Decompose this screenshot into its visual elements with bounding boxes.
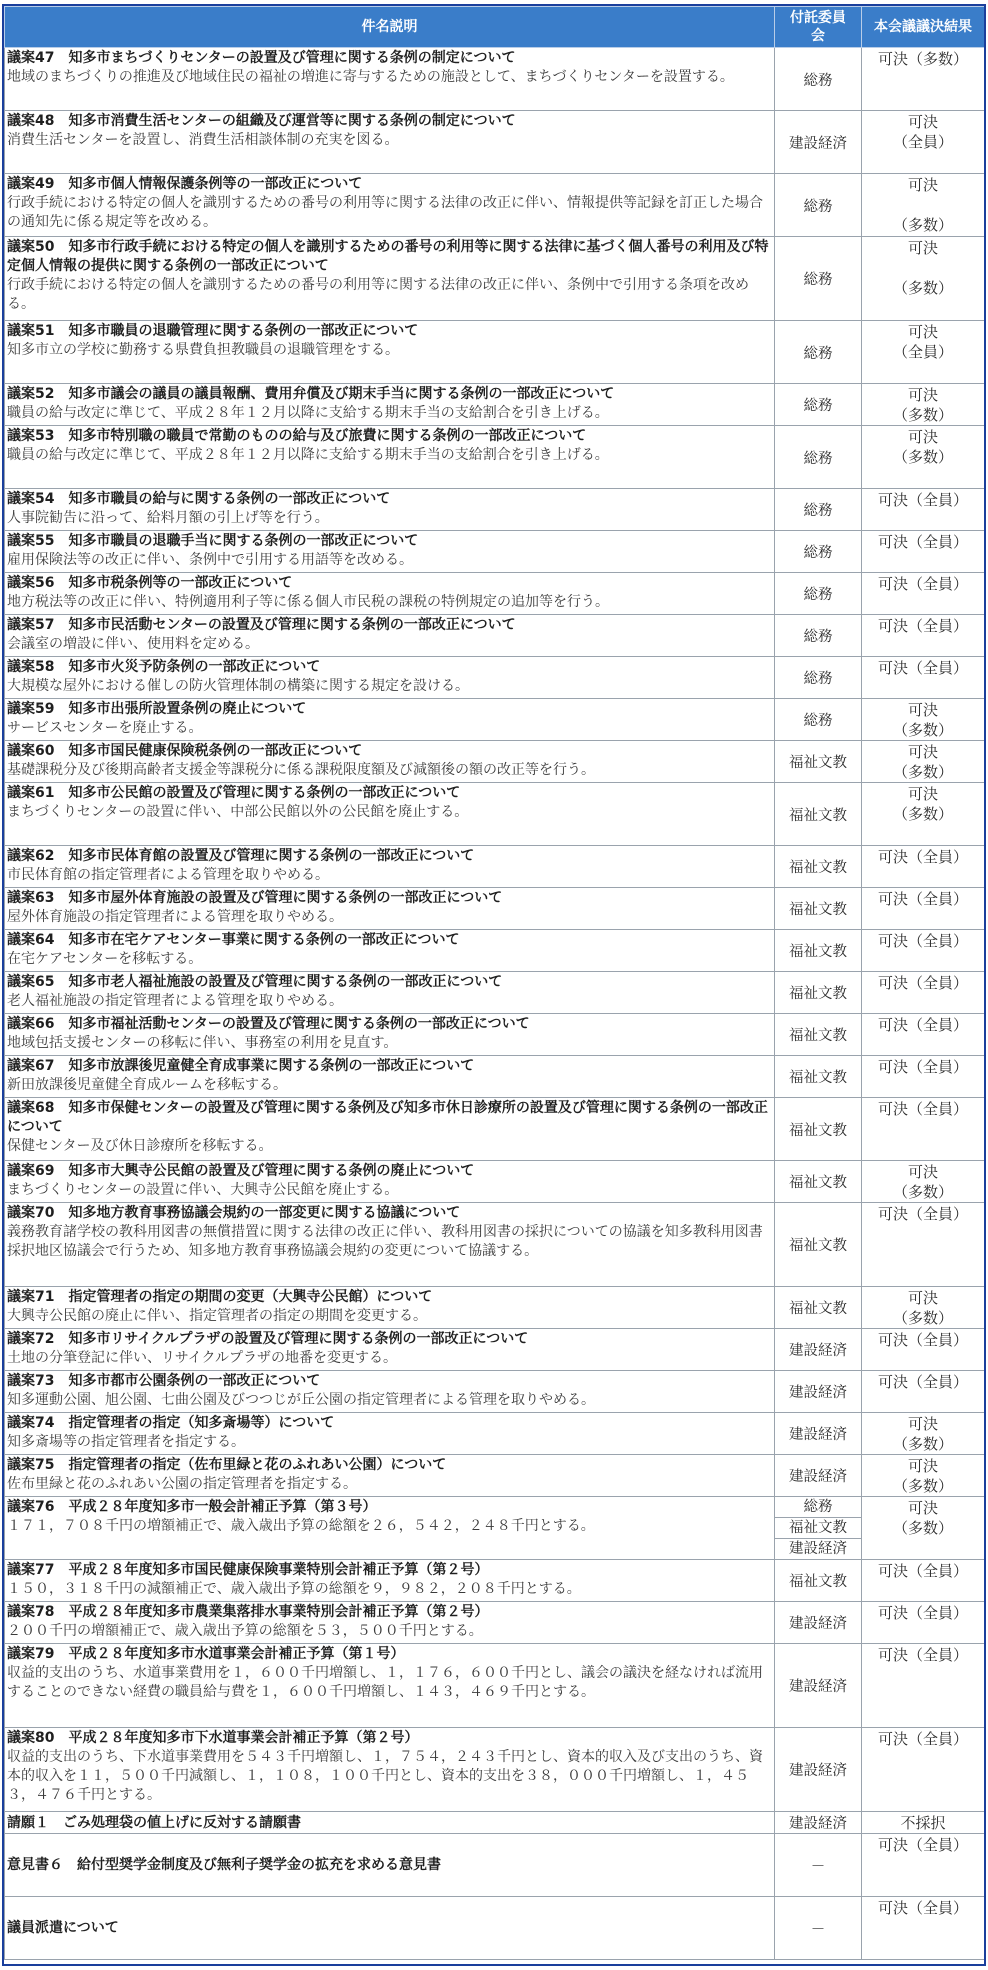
result-cell: 可決（全員） xyxy=(862,888,985,930)
committee-cell: 総務 xyxy=(775,237,862,321)
result-cell: 可決 （多数） xyxy=(862,237,985,321)
result-cell: 可決（全員） xyxy=(862,531,985,573)
table-header-row xyxy=(5,7,985,48)
result-cell: 可決（多数） xyxy=(862,48,985,111)
table-row xyxy=(5,1497,985,1560)
committee-cell: 総務 xyxy=(775,174,862,237)
result-cell: 可決 （多数） xyxy=(862,1455,985,1497)
committee-cell: － xyxy=(775,1897,862,1960)
table-row xyxy=(5,489,985,531)
committee-cell: 総務 xyxy=(775,699,862,741)
item-cell xyxy=(5,972,775,1014)
committee-name: 総務 xyxy=(775,1497,861,1518)
result-cell: 可決（全員） xyxy=(862,1897,985,1960)
item-cell xyxy=(5,741,775,783)
item-title: 議案57 知多市民活動センターの設置及び管理に関する条例の一部改正について xyxy=(7,617,516,633)
table-row xyxy=(5,783,985,846)
item-description: 人事院勧告に沿って、給料月額の引上げ等を行う。 xyxy=(7,510,329,526)
item-title: 議案73 知多市都市公園条例の一部改正について xyxy=(7,1373,321,1389)
result-cell: 可決（全員） xyxy=(862,1203,985,1287)
table-row xyxy=(5,321,985,384)
item-cell xyxy=(5,384,775,426)
item-cell xyxy=(5,1287,775,1329)
item-title: 議案74 指定管理者の指定（知多斎場等）について xyxy=(7,1415,335,1431)
item-cell xyxy=(5,1371,775,1413)
table-row xyxy=(5,930,985,972)
item-title: 議案64 知多市在宅ケアセンター事業に関する条例の一部改正について xyxy=(7,932,460,948)
table-row xyxy=(5,972,985,1014)
result-cell: 可決 （多数） xyxy=(862,699,985,741)
item-description: 職員の給与改定に準じて、平成２８年１２月以降に支給する期末手当の支給割合を引き上げる。 xyxy=(7,447,609,463)
table-row xyxy=(5,1161,985,1203)
committee-cell: 建設経済 xyxy=(775,1371,862,1413)
table-row xyxy=(5,1098,985,1161)
item-cell xyxy=(5,1014,775,1056)
item-cell xyxy=(5,1834,775,1897)
item-cell xyxy=(5,1203,775,1287)
item-title: 議案52 知多市議会の議員の議員報酬、費用弁償及び期末手当に関する条例の一部改正について xyxy=(7,386,615,402)
item-description: 土地の分筆登記に伴い、リサイクルプラザの地番を変更する。 xyxy=(7,1350,398,1366)
item-title: 議案68 知多市保健センターの設置及び管理に関する条例及び知多市休日診療所の設置及び管理に関する条例の一部改正について xyxy=(7,1100,768,1135)
item-cell xyxy=(5,783,775,846)
table-row xyxy=(5,741,985,783)
item-title: 議案56 知多市税条例等の一部改正について xyxy=(7,575,293,591)
item-cell xyxy=(5,1329,775,1371)
item-description: 会議室の増設に伴い、使用料を定める。 xyxy=(7,636,259,652)
result-cell: 可決（全員） xyxy=(862,1644,985,1728)
result-cell: 可決 （多数） xyxy=(862,741,985,783)
committee-cell: 総務 xyxy=(775,489,862,531)
item-title: 議案66 知多市福祉活動センターの設置及び管理に関する条例の一部改正について xyxy=(7,1016,530,1032)
result-cell: 可決（全員） xyxy=(862,1560,985,1602)
item-description: １７１，７０８千円の増額補正で、歳入歳出予算の総額を２６，５４２，２４８千円とする。 xyxy=(7,1518,595,1534)
result-cell: 可決 （多数） xyxy=(862,426,985,489)
result-cell: 可決（全員） xyxy=(862,1834,985,1897)
item-cell xyxy=(5,888,775,930)
item-title: 議案62 知多市民体育館の設置及び管理に関する条例の一部改正について xyxy=(7,848,475,864)
item-cell xyxy=(5,111,775,174)
item-description: 市民体育館の指定管理者による管理を取りやめる。 xyxy=(7,867,329,883)
committee-cell: 福祉文教 xyxy=(775,783,862,846)
committee-cell: 総務 xyxy=(775,657,862,699)
table-row xyxy=(5,237,985,321)
item-cell xyxy=(5,426,775,489)
item-title: 議案54 知多市職員の給与に関する条例の一部改正について xyxy=(7,491,391,507)
item-description: 新田放課後児童健全育成ルームを移転する。 xyxy=(7,1077,287,1093)
item-description: 義務教育諸学校の教科用図書の無償措置に関する法律の改正に伴い、教科用図書の採択についての協議を知多教科用図書採択地区協議会で行うため、知多地方教育事務協議会規約の変更について協議する。 xyxy=(7,1224,763,1259)
committee-cell: 建設経済 xyxy=(775,1329,862,1371)
item-title: 議案77 平成２８年度知多市国民健康保険事業特別会計補正予算（第２号） xyxy=(7,1562,489,1578)
result-cell: 可決（全員） xyxy=(862,1371,985,1413)
committee-cell: 総務 xyxy=(775,615,862,657)
item-description: 地域包括支援センターの移転に伴い、事務室の利用を見直す。 xyxy=(7,1035,398,1051)
committee-cell: 建設経済 xyxy=(775,111,862,174)
item-title: 議案67 知多市放課後児童健全育成事業に関する条例の一部改正について xyxy=(7,1058,475,1074)
table-row xyxy=(5,1728,985,1812)
result-cell: 可決 （多数） xyxy=(862,1161,985,1203)
committee-cell: 総務 xyxy=(775,321,862,384)
table-row xyxy=(5,1203,985,1287)
committee-cell: 福祉文教 xyxy=(775,846,862,888)
item-description: 屋外体育施設の指定管理者による管理を取りやめる。 xyxy=(7,909,343,925)
committee-cell: 福祉文教 xyxy=(775,741,862,783)
item-cell xyxy=(5,489,775,531)
result-cell: 可決（全員） xyxy=(862,1056,985,1098)
item-title: 議案53 知多市特別職の職員で常勤のものの給与及び旅費に関する条例の一部改正について xyxy=(7,428,587,444)
item-title: 議案80 平成２８年度知多市下水道事業会計補正予算（第２号） xyxy=(7,1730,419,1746)
committee-cell: 福祉文教 xyxy=(775,1161,862,1203)
item-description: 知多斎場等の指定管理者を指定する。 xyxy=(7,1434,245,1450)
table-row xyxy=(5,384,985,426)
committee-cell: 福祉文教 xyxy=(775,930,862,972)
result-cell: 可決（全員） xyxy=(862,972,985,1014)
item-cell xyxy=(5,657,775,699)
result-cell: 可決（全員） xyxy=(862,573,985,615)
item-title: 議案58 知多市火災予防条例の一部改正について xyxy=(7,659,321,675)
table-row xyxy=(5,573,985,615)
table-row xyxy=(5,1455,985,1497)
result-cell: 可決（全員） xyxy=(862,1329,985,1371)
result-cell: 可決 （全員） xyxy=(862,321,985,384)
table-row xyxy=(5,1014,985,1056)
table-row xyxy=(5,111,985,174)
table-row xyxy=(5,888,985,930)
item-description: 大規模な屋外における催しの防火管理体制の構築に関する規定を設ける。 xyxy=(7,678,469,694)
committee-name: 福祉文教 xyxy=(775,1518,861,1539)
item-description: まちづくりセンターの設置に伴い、大興寺公民館を廃止する。 xyxy=(7,1182,399,1198)
result-cell: 可決（全員） xyxy=(862,1014,985,1056)
committee-cell: 建設経済 xyxy=(775,1728,862,1812)
table-row xyxy=(5,1329,985,1371)
table-row xyxy=(5,48,985,111)
item-description: 地域のまちづくりの推進及び地域住民の福祉の増進に寄与するための施設として、まちづくりセンターを設置する。 xyxy=(7,69,734,85)
table-row xyxy=(5,1644,985,1728)
table-row xyxy=(5,846,985,888)
committee-cell: 福祉文教 xyxy=(775,1014,862,1056)
item-description: ２００千円の増額補正で、歳入歳出予算の総額を５３，５００千円とする。 xyxy=(7,1623,483,1639)
table-row xyxy=(5,1560,985,1602)
item-title: 議案71 指定管理者の指定の期間の変更（大興寺公民館）について xyxy=(7,1289,433,1305)
item-cell xyxy=(5,699,775,741)
committee-cell: － xyxy=(775,1834,862,1897)
committee-cell: 福祉文教 xyxy=(775,1056,862,1098)
committee-cell: 建設経済 xyxy=(775,1812,862,1834)
table-row xyxy=(5,1056,985,1098)
table-row xyxy=(5,1287,985,1329)
item-cell xyxy=(5,846,775,888)
result-cell: 可決 （多数） xyxy=(862,783,985,846)
item-cell xyxy=(5,531,775,573)
item-title: 議案70 知多地方教育事務協議会規約の一部変更に関する協議について xyxy=(7,1205,461,1221)
item-description: １５０，３１８千円の減額補正で、歳入歳出予算の総額を９，９８２，２０８千円とする。 xyxy=(7,1581,581,1597)
item-title: 議案47 知多市まちづくりセンターの設置及び管理に関する条例の制定について xyxy=(7,50,516,66)
item-description: 消費生活センターを設置し、消費生活相談体制の充実を図る。 xyxy=(7,132,399,148)
results-table xyxy=(4,6,985,1960)
committee-cell: 建設経済 xyxy=(775,1413,862,1455)
result-cell: 可決 （多数） xyxy=(862,1497,985,1560)
item-cell xyxy=(5,1602,775,1644)
item-title: 議案51 知多市職員の退職管理に関する条例の一部改正について xyxy=(7,323,419,339)
item-title: 議案63 知多市屋外体育施設の設置及び管理に関する条例の一部改正について xyxy=(7,890,503,906)
table-row xyxy=(5,1602,985,1644)
result-cell: 可決 （多数） xyxy=(862,1413,985,1455)
item-cell xyxy=(5,48,775,111)
item-cell xyxy=(5,930,775,972)
item-title: 議案48 知多市消費生活センターの組織及び運営等に関する条例の制定について xyxy=(7,113,516,129)
item-description: 行政手続における特定の個人を識別するための番号の利用等に関する法律の改正に伴い、情報提供等記録を訂正した場合の通知先に係る規定等を改める。 xyxy=(7,195,763,230)
item-cell xyxy=(5,573,775,615)
table-body xyxy=(5,48,985,1960)
committee-cell: 総務 xyxy=(775,48,862,111)
committee-cell: 総務 xyxy=(775,384,862,426)
item-cell xyxy=(5,1497,775,1560)
item-description: サービスセンターを廃止する。 xyxy=(7,720,203,736)
item-description: 基礎課税分及び後期高齢者支援金等課税分に係る課税限度額及び減額後の額の改正等を行う。 xyxy=(7,762,595,778)
item-cell xyxy=(5,1728,775,1812)
header-item: 件名説明 xyxy=(5,7,775,48)
table-row xyxy=(5,1371,985,1413)
result-cell: 可決（全員） xyxy=(862,1098,985,1161)
result-cell: 可決（全員） xyxy=(862,1602,985,1644)
item-cell xyxy=(5,1455,775,1497)
committee-cell: 建設経済 xyxy=(775,1602,862,1644)
results-table-frame xyxy=(2,4,986,1966)
result-cell: 可決（全員） xyxy=(862,846,985,888)
table-row xyxy=(5,1834,985,1897)
result-cell: 可決（全員） xyxy=(862,1728,985,1812)
item-title: 議案79 平成２８年度知多市水道事業会計補正予算（第１号） xyxy=(7,1646,405,1662)
item-title: 議案59 知多市出張所設置条例の廃止について xyxy=(7,701,307,717)
committee-cell: 総務 xyxy=(775,426,862,489)
item-cell xyxy=(5,1897,775,1960)
item-title: 議案78 平成２８年度知多市農業集落排水事業特別会計補正予算（第２号） xyxy=(7,1604,489,1620)
item-description: 地方税法等の改正に伴い、特例適用利子等に係る個人市民税の課税の特例規定の追加等を行う。 xyxy=(7,594,609,610)
committee-name: 建設経済 xyxy=(789,1541,847,1557)
result-cell: 可決 （多数） xyxy=(862,174,985,237)
item-cell xyxy=(5,1812,775,1834)
item-title: 請願１ ごみ処理袋の値上げに反対する請願書 xyxy=(7,1814,301,1831)
item-description: 収益的支出のうち、下水道事業費用を５４３千円増額し、１，７５４，２４３千円とし、資本的収入及び支出のうち、資本的収入を１１，５００千円減額し、１，１０８，１００千円とし、資本的支出を３８，０００千円増額し、１，４５３，４７６千円とする。 xyxy=(7,1749,763,1803)
item-title: 議案69 知多市大興寺公民館の設置及び管理に関する条例の廃止について xyxy=(7,1163,475,1179)
committee-cell: 福祉文教 xyxy=(775,1098,862,1161)
item-cell xyxy=(5,1161,775,1203)
header-committee: 付託委員会 xyxy=(775,7,862,48)
item-description: 収益的支出のうち、水道事業費用を１，６００千円増額し、１，１７６，６００千円とし、議会の議決を経なければ流用することのできない経費の職員給与費を１，６００千円増額し、１４３，４６９千円とする。 xyxy=(7,1665,763,1700)
item-description: 老人福祉施設の指定管理者による管理を取りやめる。 xyxy=(7,993,343,1009)
item-description: 知多運動公園、旭公園、七曲公園及びつつじが丘公園の指定管理者による管理を取りやめる。 xyxy=(7,1392,595,1408)
item-title: 議案60 知多市国民健康保険税条例の一部改正について xyxy=(7,743,363,759)
item-title: 議案61 知多市公民館の設置及び管理に関する条例の一部改正について xyxy=(7,785,461,801)
item-cell xyxy=(5,1560,775,1602)
result-cell: 可決 （多数） xyxy=(862,1287,985,1329)
item-description: 在宅ケアセンターを移転する。 xyxy=(7,951,203,967)
item-cell xyxy=(5,1644,775,1728)
committee-cell: 建設経済 xyxy=(775,1644,862,1728)
item-description: 佐布里緑と花のふれあい公園の指定管理者を指定する。 xyxy=(7,1476,357,1492)
table-row xyxy=(5,174,985,237)
item-title: 議案72 知多市リサイクルプラザの設置及び管理に関する条例の一部改正について xyxy=(7,1331,529,1347)
table-row xyxy=(5,1812,985,1834)
result-cell: 可決（全員） xyxy=(862,930,985,972)
table-row xyxy=(5,531,985,573)
item-description: 保健センター及び休日診療所を移転する。 xyxy=(7,1138,273,1154)
item-cell xyxy=(5,1413,775,1455)
committee-cell: 福祉文教 xyxy=(775,1287,862,1329)
item-title: 議案65 知多市老人福祉施設の設置及び管理に関する条例の一部改正について xyxy=(7,974,503,990)
item-cell xyxy=(5,237,775,321)
result-cell: 可決 （全員） xyxy=(862,111,985,174)
item-description: 大興寺公民館の廃止に伴い、指定管理者の指定の期間を変更する。 xyxy=(7,1308,427,1324)
item-description: 雇用保険法等の改正に伴い、条例中で引用する用語等を改める。 xyxy=(7,552,413,568)
item-title: 議案75 指定管理者の指定（佐布里緑と花のふれあい公園）について xyxy=(7,1457,447,1473)
committee-cell: 福祉文教 xyxy=(775,972,862,1014)
item-title: 議案50 知多市行政手続における特定の個人を識別するための番号の利用等に関する法律に基づく個人番号の利用及び特定個人情報の提供に関する条例の一部改正について xyxy=(7,239,769,274)
result-cell: 不採択 xyxy=(862,1812,985,1834)
committee-cell: 総務 xyxy=(775,573,862,615)
committee-cell: 建設経済 xyxy=(775,1455,862,1497)
item-description: 知多市立の学校に勤務する県費負担教職員の退職管理をする。 xyxy=(7,342,399,358)
committee-cell: 福祉文教 xyxy=(775,888,862,930)
committee-cell: 福祉文教 xyxy=(775,1560,862,1602)
table-row xyxy=(5,657,985,699)
result-cell: 可決（全員） xyxy=(862,615,985,657)
table-row xyxy=(5,1413,985,1455)
table-row xyxy=(5,699,985,741)
item-title: 議案49 知多市個人情報保護条例等の一部改正について xyxy=(7,176,363,192)
item-description: まちづくりセンターの設置に伴い、中部公民館以外の公民館を廃止する。 xyxy=(7,804,469,820)
item-description: 行政手続における特定の個人を識別するための番号の利用等に関する法律の改正に伴い、条例中で引用する条項を改める。 xyxy=(7,277,749,312)
item-title: 議案55 知多市職員の退職手当に関する条例の一部改正について xyxy=(7,533,419,549)
item-title: 議案76 平成２８年度知多市一般会計補正予算（第３号） xyxy=(7,1499,377,1515)
committee-cell xyxy=(775,1497,862,1560)
item-cell xyxy=(5,321,775,384)
result-cell: 可決（全員） xyxy=(862,657,985,699)
table-row xyxy=(5,615,985,657)
item-title: 議員派遣について xyxy=(7,1920,119,1936)
item-description: 職員の給与改定に準じて、平成２８年１２月以降に支給する期末手当の支給割合を引き上げる。 xyxy=(7,405,609,421)
header-result: 本会議議決結果 xyxy=(862,7,985,48)
item-cell xyxy=(5,1056,775,1098)
result-cell: 可決（全員） xyxy=(862,489,985,531)
item-cell xyxy=(5,174,775,237)
item-cell xyxy=(5,1098,775,1161)
result-cell: 可決 （多数） xyxy=(862,384,985,426)
committee-cell: 総務 xyxy=(775,531,862,573)
item-title: 意見書６ 給付型奨学金制度及び無利子奨学金の拡充を求める意見書 xyxy=(7,1857,441,1873)
table-row xyxy=(5,1897,985,1960)
item-cell xyxy=(5,615,775,657)
committee-cell: 福祉文教 xyxy=(775,1203,862,1287)
table-row xyxy=(5,426,985,489)
